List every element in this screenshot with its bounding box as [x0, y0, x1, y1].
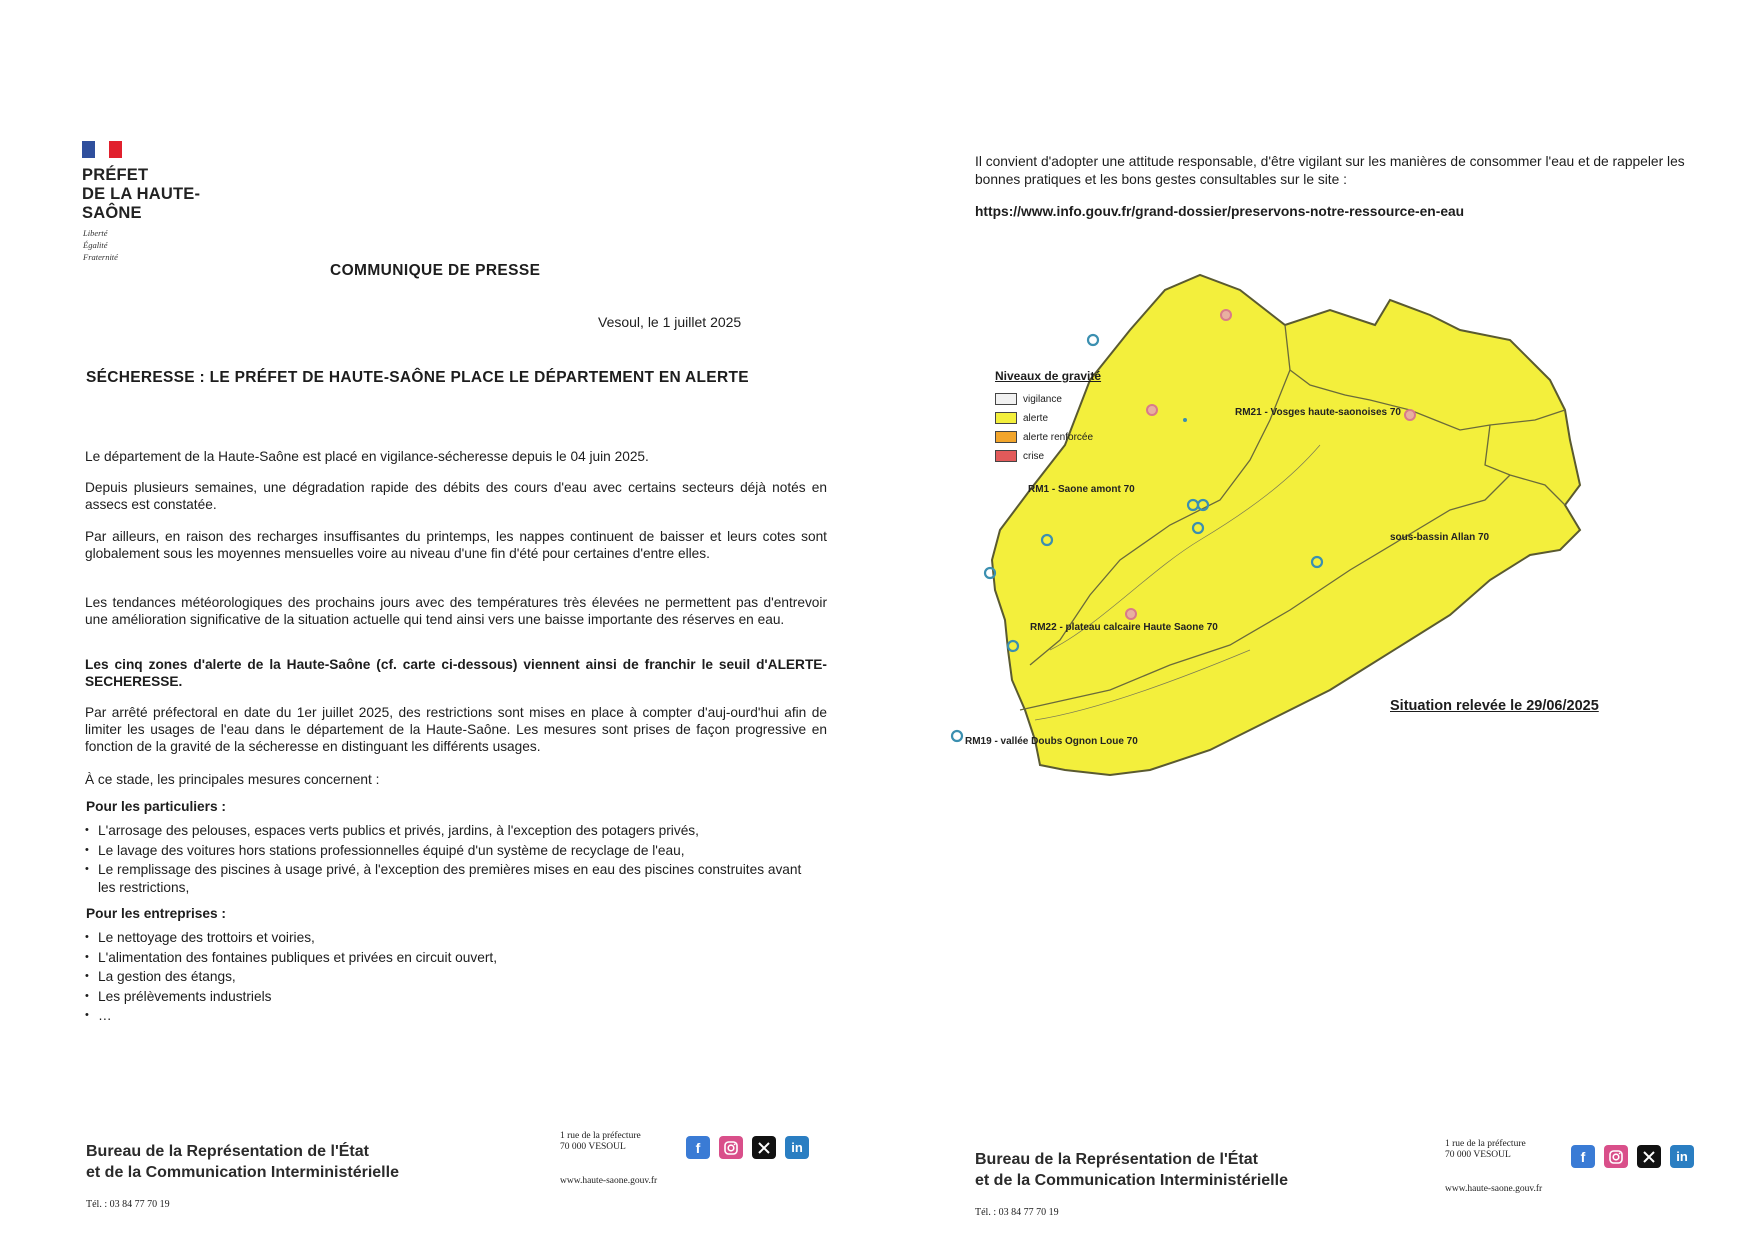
footer-org-left: Bureau de la Représentation de l'État et de la Communication Interministérielle: [86, 1143, 399, 1181]
list-item: • Les prélèvements industriels: [85, 988, 805, 1006]
legend-swatch: [995, 431, 1017, 443]
footer-address-right: 1 rue de la préfecture 70 000 VESOUL: [1445, 1139, 1526, 1160]
social-icons-right: [1571, 1145, 1694, 1168]
facebook-icon[interactable]: f: [1571, 1145, 1595, 1168]
footer-tel-right: Tél. : 03 84 77 70 19: [975, 1207, 1059, 1218]
zone-label-rm22: RM22 - plateau calcaire Haute Saone 70: [1030, 622, 1218, 633]
list-item: • La gestion des étangs,: [85, 968, 805, 986]
legend-title: Niveaux de gravité: [995, 369, 1102, 383]
paragraph-1: Le département de la Haute-Saône est placé en vigilance-sécheresse depuis le 04 juin 2025.: [85, 449, 649, 464]
particuliers-heading: Pour les particuliers :: [86, 799, 226, 814]
paragraph-3: Par ailleurs, en raison des recharges insuffisantes du printemps, les nappes continuent de baisser et leurs cotes sont globalement sous les moyennes mensuelles voire au niveau d'une fin d'été pour certaines d'entre elles.: [85, 529, 827, 561]
x-icon[interactable]: [752, 1136, 776, 1159]
linkedin-icon[interactable]: in: [1670, 1145, 1694, 1168]
legend-swatch: [995, 412, 1017, 424]
station-marker: [952, 731, 962, 741]
list-item: • …: [85, 1007, 805, 1025]
zone-label-rm1: RM1 - Saone amont 70: [1028, 484, 1135, 495]
list-item: • L'arrosage des pelouses, espaces verts publics et privés, jardins, à l'exception des potagers privés,: [85, 822, 805, 840]
zone-label-rm21: RM21 - Vosges haute-saonoises 70: [1235, 407, 1401, 418]
communique-title: COMMUNIQUE DE PRESSE: [330, 262, 541, 279]
particuliers-list: [85, 822, 805, 898]
list-item: • Le remplissage des piscines à usage privé, à l'exception des premières mises en eau des piscines construites avant les restrictions,: [85, 861, 805, 896]
dateline: Vesoul, le 1 juillet 2025: [598, 314, 742, 330]
zone-label-rm19: RM19 - vallée Doubs Ognon Loue 70: [965, 736, 1138, 747]
footer-tel-left: Tél. : 03 84 77 70 19: [86, 1199, 170, 1210]
list-item: • Le lavage des voitures hors stations professionnelles équipé d'un système de recyclage de l'eau,: [85, 842, 805, 860]
legend-swatch: [995, 393, 1017, 405]
prefet-title: PRÉFET DE LA HAUTE- SAÔNE: [82, 166, 201, 222]
paragraph-5-alert: Les cinq zones d'alerte de la Haute-Saône (cf. carte ci-dessous) viennent ainsi de franchir le seuil d'ALERTE-SECHERESSE.: [85, 657, 827, 689]
paragraph-4: Les tendances météorologiques des prochains jours avec des températures très élevées ne permettent pas d'entrevoir une amélioration significative de la situation actuelle qui tend ainsi vers une baisse importante des réserves en eau.: [85, 595, 827, 627]
station-marker: [1183, 418, 1187, 422]
facebook-icon[interactable]: f: [686, 1136, 710, 1159]
social-icons-left: [686, 1136, 809, 1159]
intro-paragraph: Il convient d'adopter une attitude responsable, d'être vigilant sur les manières de consommer l'eau et de rappeler les bonnes pratiques et les bons gestes consultables sur le site :: [975, 154, 1685, 187]
paragraph-6: Par arrêté préfectoral en date du 1er juillet 2025, des restrictions sont mises en place à compter d'auj-ourd'hui afin de limiter les usages de l'eau dans le département de la Haute-Saône. Les mesures sont prises de façon progressive en fonction de la gravité de la sécheresse en distinguant les différents usages.: [85, 705, 827, 754]
station-marker: [1147, 405, 1157, 415]
station-marker: [1405, 410, 1415, 420]
entreprises-heading: Pour les entreprises :: [86, 906, 226, 921]
list-item: • L'alimentation des fontaines publiques et privées en circuit ouvert,: [85, 949, 805, 967]
situation-date: Situation relevée le 29/06/2025: [1390, 698, 1599, 714]
station-marker: [1221, 310, 1231, 320]
instagram-icon[interactable]: [719, 1136, 743, 1159]
linkedin-icon[interactable]: in: [785, 1136, 809, 1159]
footer-org-right: Bureau de la Représentation de l'État et de la Communication Interministérielle: [975, 1151, 1288, 1189]
headline: SÉCHERESSE : LE PRÉFET DE HAUTE-SAÔNE PLACE LE DÉPARTEMENT EN ALERTE: [86, 369, 749, 386]
paragraph-7: À ce stade, les principales mesures concernent :: [85, 772, 380, 787]
entreprises-list: [85, 929, 805, 1027]
list-item: • Le nettoyage des trottoirs et voiries,: [85, 929, 805, 947]
legend-item-alerte: alerte: [995, 412, 1048, 424]
paragraph-2: Depuis plusieurs semaines, une dégradation rapide des débits des cours d'eau avec certains secteurs déjà notés en assecs est constatée.: [85, 480, 827, 512]
legend-item-vigilance: vigilance: [995, 393, 1062, 405]
footer-address-left: 1 rue de la préfecture 70 000 VESOUL: [560, 1131, 641, 1152]
zone-label-allan: sous-bassin Allan 70: [1390, 532, 1490, 543]
x-icon[interactable]: [1637, 1145, 1661, 1168]
station-marker: [1088, 335, 1098, 345]
legend-item-crise: crise: [995, 450, 1044, 462]
footer-website-left[interactable]: www.haute-saone.gouv.fr: [560, 1176, 658, 1186]
resource-link[interactable]: https://www.info.gouv.fr/grand-dossier/preservons-notre-ressource-en-eau: [975, 204, 1465, 219]
instagram-icon[interactable]: [1604, 1145, 1628, 1168]
republique-flag-logo: [82, 141, 122, 158]
footer-website-right[interactable]: www.haute-saone.gouv.fr: [1445, 1184, 1543, 1194]
station-marker: [1126, 609, 1136, 619]
legend-swatch: [995, 450, 1017, 462]
legend-item-alerte-renforcee: alerte renforcée: [995, 431, 1093, 443]
devise: Liberté Égalité Fraternité: [83, 228, 118, 262]
